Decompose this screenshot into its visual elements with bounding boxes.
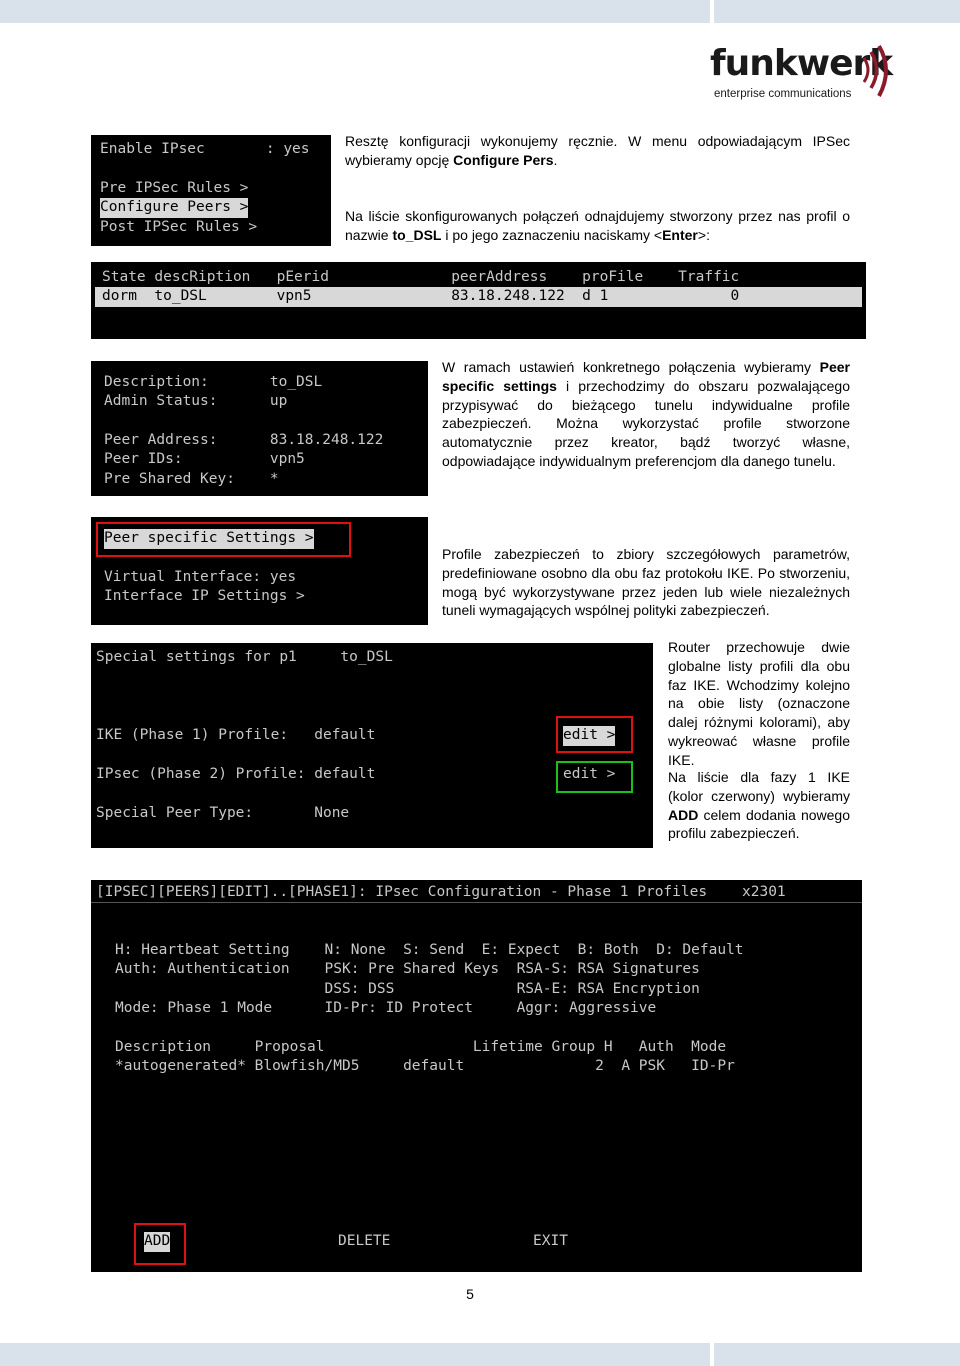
peer-details-screen xyxy=(91,361,428,496)
peers-list-header: State descRiption pEerid peerAddress proFile Traffic xyxy=(102,269,740,285)
interface-ip-settings-item[interactable]: Interface IP Settings > xyxy=(104,588,305,604)
legend-dss: DSS: DSS RSA-E: RSA Encryption xyxy=(115,981,700,997)
highlight-edit-phase2 xyxy=(556,761,633,793)
exit-button[interactable]: EXIT xyxy=(533,1233,568,1249)
pre-ipsec-rules-item[interactable]: Pre IPSec Rules > xyxy=(100,180,249,196)
peer-specific-settings-item[interactable]: Peer specific Settings > xyxy=(104,529,314,549)
ike-phase1-profile-line: IKE (Phase 1) Profile: default xyxy=(96,727,376,743)
special-settings-title: Special settings for p1 to_DSL xyxy=(96,649,393,665)
add-button[interactable]: ADD xyxy=(144,1232,170,1252)
signal-waves-icon xyxy=(860,44,900,104)
ipsec-phase2-profile-line: IPsec (Phase 2) Profile: default xyxy=(96,766,376,782)
enable-ipsec-line: Enable IPsec : yes xyxy=(100,141,310,157)
highlight-peer-specific xyxy=(96,522,351,557)
peers-list-screen xyxy=(91,262,866,339)
legend-heartbeat: H: Heartbeat Setting N: None S: Send E: Expect B: Both D: Default xyxy=(115,942,744,958)
highlight-add xyxy=(134,1223,186,1265)
profiles-column-headers: Description Proposal Lifetime Group H Auth Mode xyxy=(115,1039,727,1055)
peer-ids-line: Peer IDs: vpn5 xyxy=(104,451,305,467)
logo-wordmark: funkwerk xyxy=(710,43,893,84)
virtual-interface-line: Virtual Interface: yes xyxy=(104,569,297,585)
header-bar-right xyxy=(714,0,960,23)
footer-bar-right xyxy=(714,1343,960,1366)
phase1-profiles-screen xyxy=(91,880,862,1272)
peer-row-to-dsl[interactable]: dorm to_DSL vpn5 83.18.248.122 d 1 0 xyxy=(95,287,862,307)
highlight-edit-phase1 xyxy=(556,716,633,753)
post-ipsec-rules-item[interactable]: Post IPSec Rules > xyxy=(100,219,258,235)
funkwerk-logo xyxy=(710,42,910,106)
logo-tagline: enterprise communications xyxy=(714,88,852,100)
admin-status-line: Admin Status: up xyxy=(104,393,288,409)
header-bar-left xyxy=(0,0,710,23)
phase1-title: [IPSEC][PEERS][EDIT]..[PHASE1]: IPsec Configuration - Phase 1 Profiles x2301 xyxy=(96,884,786,900)
pre-shared-key-line: Pre Shared Key: * xyxy=(104,471,279,487)
ipsec-menu-screen xyxy=(91,135,331,246)
description-line: Description: to_DSL xyxy=(104,374,323,390)
paragraph-peer-specific: W ramach ustawień konkretnego połączenia wybieramy Peer specific settings i przechodzimy do obszaru pozwalającego przypisywać do bieżącego tunelu indywidualne profile zabezpieczeń. Można wykorzystać profile stworzone automatycznie przez kreator, bądź tworzyć własne, odpowiadające indywidualnym preferencjom dla danego tunelu. xyxy=(442,359,850,469)
peer-address-line: Peer Address: 83.18.248.122 xyxy=(104,432,384,448)
paragraph-select-profile: Na liście skonfigurowanych połączeń odnajdujemy stworzony przez nas profil o nazwie to_DSL i po jego zaznaczeniu naciskamy <Enter>: xyxy=(345,208,850,243)
configure-peers-item[interactable]: Configure Peers > xyxy=(100,198,248,218)
legend-mode: Mode: Phase 1 Mode ID-Pr: ID Protect Aggr: Aggressive xyxy=(115,1000,657,1016)
paragraph-profiles: Profile zabezpieczeń to zbiory szczegółowych parametrów, predefiniowane osobno dla obu faz protokołu IKE. Po stworzeniu, mogą być wykorzystywane przez jeden lub wiele niezależnych tuneli wymagających wspólnej polityki zabezpieczeń. xyxy=(442,546,850,619)
delete-button[interactable]: DELETE xyxy=(338,1233,391,1249)
footer-bar-left xyxy=(0,1343,710,1366)
profile-row-autogenerated[interactable]: *autogenerated* Blowfish/MD5 default 2 A PSK ID-Pr xyxy=(115,1058,735,1074)
paragraph-add-profile: Na liście dla fazy 1 IKE (kolor czerwony) wybieramy ADD celem dodania nowego profilu zabezpieczeń. xyxy=(668,769,850,842)
title-divider xyxy=(91,902,862,903)
paragraph-global-lists: Router przechowuje dwie globalne listy profili dla obu faz IKE. Wchodzimy kolejno na obie listy (oznaczone dalej różnymi kolorami), aby wykreować własne profile IKE. xyxy=(668,639,850,768)
legend-auth: Auth: Authentication PSK: Pre Shared Keys RSA-S: RSA Signatures xyxy=(115,961,700,977)
edit-phase2-button[interactable]: edit > xyxy=(563,766,616,782)
special-peer-type-line: Special Peer Type: None xyxy=(96,805,350,821)
paragraph-configure-peers: Resztę konfiguracji wykonujemy ręcznie. W menu odpowiadającym IPSec wybieramy opcję Configure Pers. xyxy=(345,133,850,168)
peer-menu-screen xyxy=(91,517,428,625)
edit-phase1-button[interactable]: edit > xyxy=(563,726,615,746)
special-settings-screen xyxy=(91,643,653,848)
page-number: 5 xyxy=(466,1286,474,1302)
